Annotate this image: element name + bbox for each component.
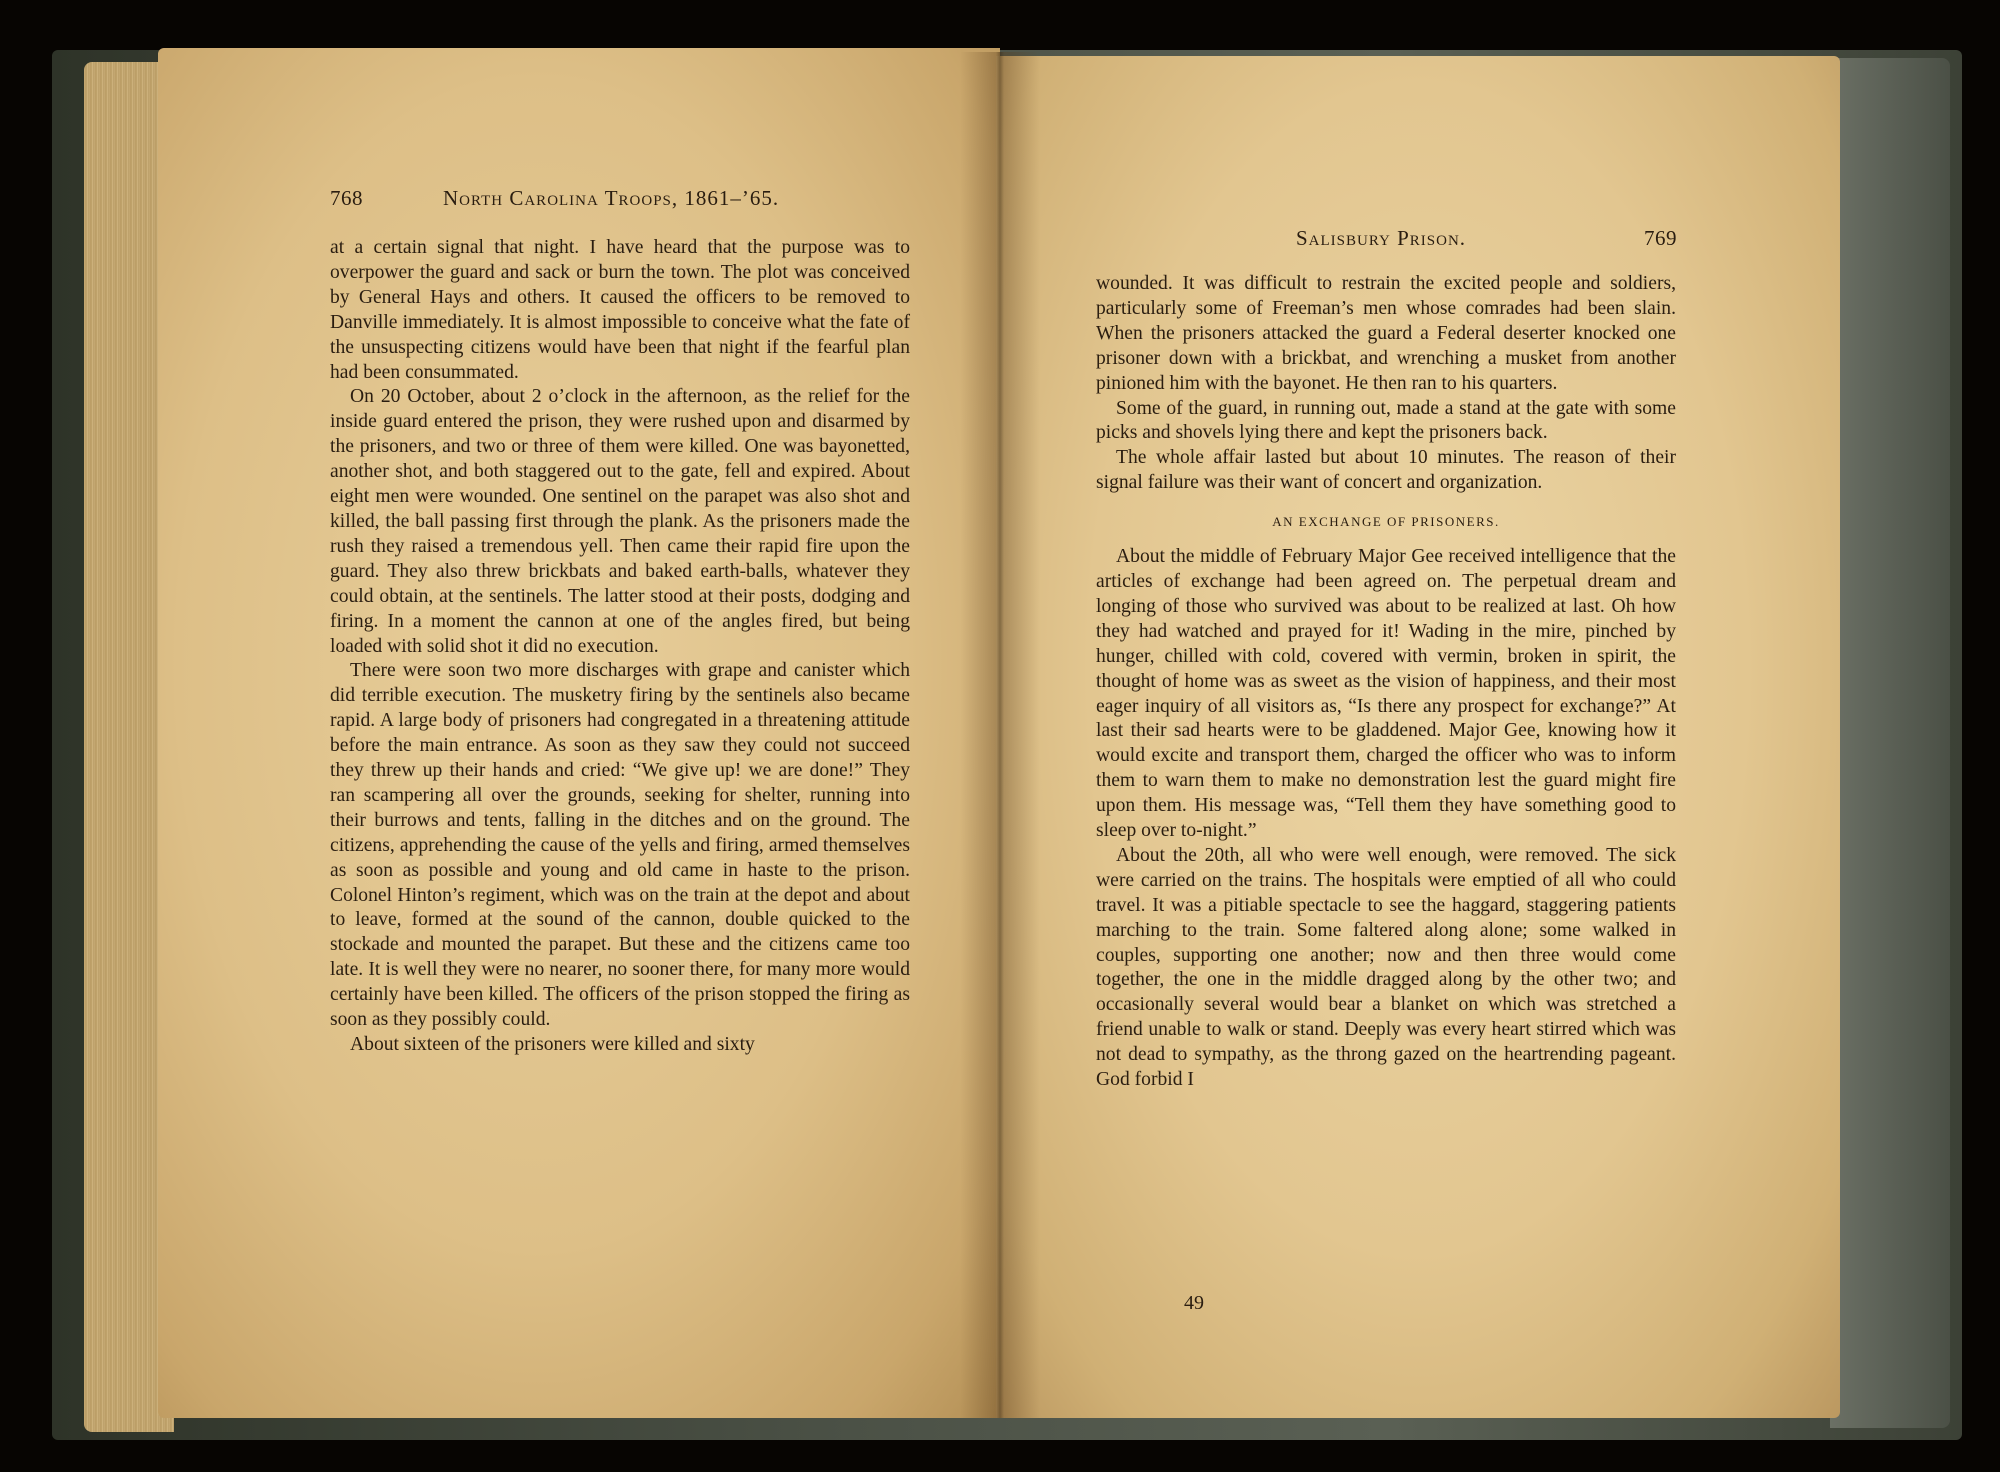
paragraph: wounded. It was difficult to restrain the excited people and soldiers, particularly some of Freeman’s men whose comrades had been slain. When the prisoners attacked the guard a Federal deserter knocked one prisoner down with a brickbat, and wrenching a musket from another pinioned him with the bayonet. He then ran to his quarters.: [1096, 273, 1676, 394]
signature-mark: 49: [1184, 1292, 1204, 1314]
paragraph: Some of the guard, in running out, made a stand at the gate with some picks and shovels lying there and kept the prisoners back.: [1096, 397, 1676, 444]
right-running-title: [1296, 226, 1466, 251]
right-page-number: 769: [1644, 226, 1677, 250]
paragraph: About sixteen of the prisoners were killed and sixty: [350, 1034, 755, 1055]
paragraph: There were soon two more discharges with grape and canister which did terrible execution. The musketry firing by the sentinels also became rapid. A large body of prisoners had congregated in a threatening attitude before the main entrance. As soon as they saw they could not succeed they threw up their hands and cried: “We give up! we are done!” They ran scampering all over the grounds, seeking for shelter, running into their burrows and tents, falling in the ditches and on the ground. The citizens, apprehending the cause of the yells and firing, armed themselves as soon as possible and young and old came in haste to the prison. Colonel Hinton’s regiment, which was on the train at the depot and about to leave, formed at the sound of the cannon, double quicked to the stockade and mounted the parapet. But these and the citizens came too late. It is well they were no nearer, no sooner there, for many more would certainly have been killed. The officers of the prison stopped the firing as soon as they possibly could.: [330, 660, 910, 1031]
left-body-text: [330, 236, 910, 1058]
left-page-number: 768: [330, 186, 363, 210]
right-page: [996, 56, 1840, 1418]
left-page: [158, 48, 1000, 1418]
paragraph: On 20 October, about 2 o’clock in the afternoon, as the relief for the inside guard entered the prison, they were rushed upon and disarmed by the prisoners, and two or three of them were killed. One was bayonetted, another shot, and both staggered out to the gate, fell and expired. About eight men were wounded. One sentinel on the parapet was also shot and killed, the ball passing first through the plank. As the prisoners made the rush they raised a tremendous yell. Then came their rapid fire upon the guard. They also threw brickbats and baked earth-balls, whatever they could obtain, at the sentinels. The latter stood at their posts, dodging and firing. In a moment the cannon at one of the angles fired, but being loaded with solid shot it did no execution.: [330, 386, 910, 657]
left-running-title-text: North Carolina Troops, 1861–’65.: [443, 186, 780, 210]
right-running-title-text: Salisbury Prison.: [1296, 226, 1467, 250]
paragraph: at a certain signal that night. I have heard that the purpose was to overpower the guard and sack or burn the town. The plot was conceived by General Hays and others. It caused the officers to be removed to Danville immediately. It is almost impossible to conceive what the fate of the unsuspecting citizens would have been that night if the fearful plan had been consummated.: [330, 237, 910, 383]
paragraph: About the 20th, all who were well enough, were removed. The sick were carried on the trains. The hospitals were emptied of all who could travel. It was a pitiable spectacle to see the haggard, staggering patients marching to the train. Some faltered along alone; some walked in couples, supporting one another; now and then three would come together, the one in the middle dragged along by the other two; and occasionally several would bear a blanket on which was stretched a friend unable to walk or stand. Deeply was every heart stirred which was not dead to sympathy, as the throng gazed on the heartrending pageant. God forbid I: [1096, 844, 1676, 1091]
left-running-title: [443, 186, 779, 211]
paragraph: The whole affair lasted but about 10 minutes. The reason of their signal failure was their want of concert and organization.: [1096, 447, 1676, 494]
section-heading: AN EXCHANGE OF PRISONERS.: [1272, 514, 1500, 530]
right-body-text: [1096, 272, 1676, 1093]
book-cover-edge: [1830, 58, 1950, 1428]
paragraph: About the middle of February Major Gee received intelligence that the articles of exchange had been agreed on. The perpetual dream and longing of those who survived was about to be realized at last. Oh how they had watched and prayed for it! Wading in the mire, pinched by hunger, chilled with cold, covered with vermin, broken in spirit, the thought of home was as sweet as the vision of happiness, and their most eager inquiry of all visitors as, “Is there any prospect for exchange?” At last their sad hearts were to be gladdened. Major Gee, knowing how it would excite and transport them, charged the officer who was to inform them to warn them to make no demonstration lest the guard might fire upon them. His message was, “Tell them they have something good to sleep over to-night.”: [1096, 546, 1676, 842]
